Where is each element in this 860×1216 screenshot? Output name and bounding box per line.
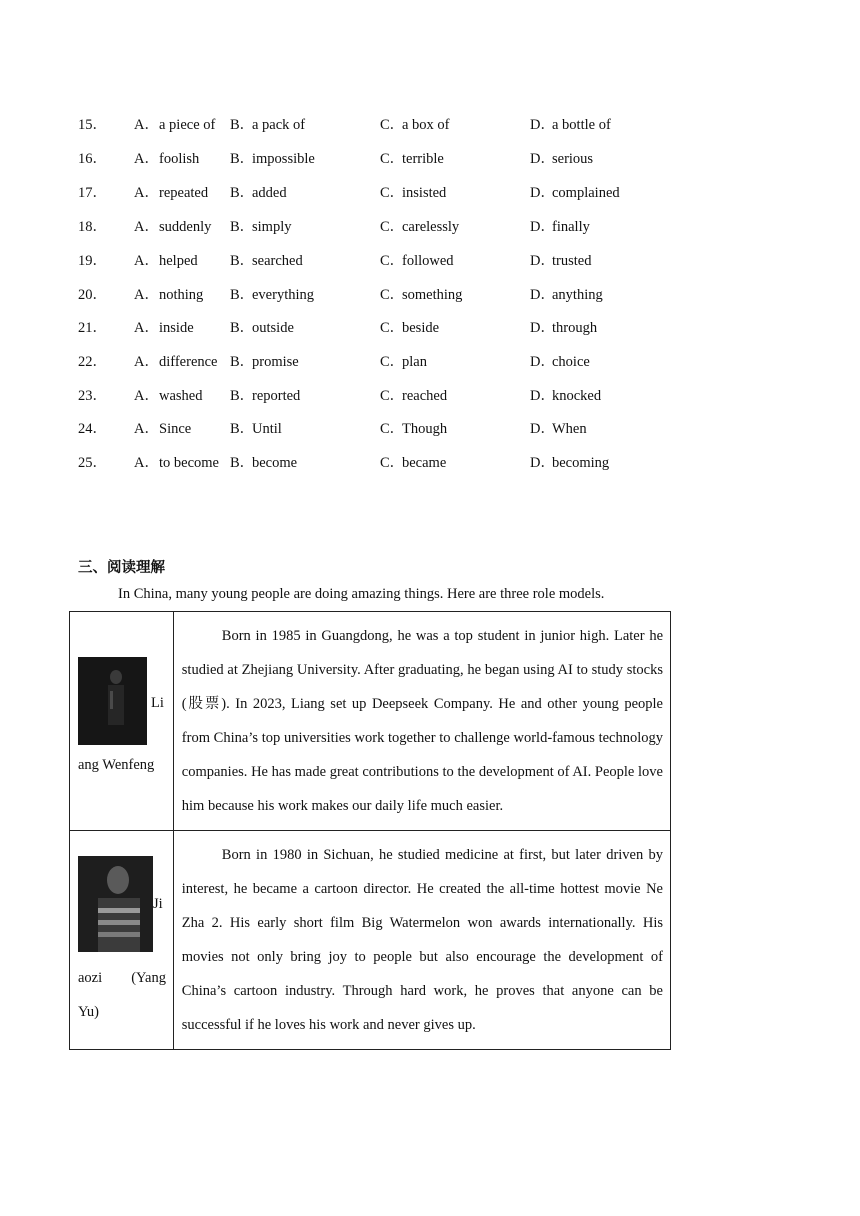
option-d: D．When: [530, 421, 587, 437]
option-a: A．difference: [134, 354, 218, 370]
option-b: B．become: [230, 455, 298, 471]
option-b: B．Until: [230, 421, 282, 437]
question-number: 21．: [78, 320, 107, 336]
description-text: Born in 1985 in Guangdong, he was a top student in junior high. Later he studied at Zhejiang University. After graduating, he began using AI to study stocks (股票). In 2023, Liang set up Deepseek Company. He and other young people from China’s top universities work together to challenge world-famous technology companies. He has made great contributions to the development of AI. People love him because his work makes our daily life much easier.: [181, 628, 663, 814]
option-d: D．choice: [530, 354, 590, 370]
option-d: D．serious: [530, 151, 594, 167]
question-number: 15．: [78, 117, 107, 133]
person-name: Li: [151, 695, 164, 711]
option-a: A．Since: [134, 421, 192, 437]
option-a: A．to become: [134, 455, 219, 471]
question-number: 25．: [78, 455, 107, 471]
option-c: C．Though: [380, 421, 448, 437]
option-c: C．beside: [380, 320, 440, 336]
name-cell: [70, 612, 174, 831]
section-heading: 三、阅读理解: [78, 560, 165, 576]
option-d: D．complained: [530, 185, 620, 201]
option-b: B．promise: [230, 354, 299, 370]
option-b: B．everything: [230, 287, 315, 303]
option-b: B．outside: [230, 320, 294, 336]
option-a: A．inside: [134, 320, 194, 336]
person-name: Yu): [78, 1004, 99, 1020]
question-number: 18．: [78, 219, 107, 235]
option-a: A．washed: [134, 388, 203, 404]
option-a: A．suddenly: [134, 219, 212, 235]
option-a: A．nothing: [134, 287, 204, 303]
option-d: D．through: [530, 320, 598, 336]
option-b: B．a pack of: [230, 117, 306, 133]
option-c: C．a box of: [380, 117, 450, 133]
option-c: C．carelessly: [380, 219, 460, 235]
option-d: D．a bottle of: [530, 117, 611, 133]
option-c: C．became: [380, 455, 447, 471]
question-number: 16．: [78, 151, 107, 167]
person-name: aozi (Yang: [78, 970, 166, 986]
role-models-table: [69, 611, 671, 1050]
portrait-photo: [78, 856, 153, 952]
option-c: C．something: [380, 287, 463, 303]
question-number: 20．: [78, 287, 107, 303]
option-c: C．reached: [380, 388, 448, 404]
option-a: A．a piece of: [134, 117, 216, 133]
question-number: 17．: [78, 185, 107, 201]
option-d: D．finally: [530, 219, 590, 235]
table-row: [70, 831, 671, 1050]
table-row: [70, 612, 671, 831]
portrait-photo: [78, 657, 147, 745]
option-a: A．repeated: [134, 185, 209, 201]
option-a: A．helped: [134, 253, 198, 269]
option-b: B．reported: [230, 388, 301, 404]
option-d: D．becoming: [530, 455, 610, 471]
option-b: B．searched: [230, 253, 303, 269]
person-name: ang Wenfeng: [78, 757, 155, 773]
option-c: C．plan: [380, 354, 427, 370]
person-name: Ji: [153, 896, 163, 912]
option-c: C．followed: [380, 253, 454, 269]
option-d: D．anything: [530, 287, 603, 303]
option-c: C．terrible: [380, 151, 444, 167]
option-d: D．trusted: [530, 253, 592, 269]
question-number: 19．: [78, 253, 107, 269]
option-b: B．impossible: [230, 151, 315, 167]
option-b: B．simply: [230, 219, 292, 235]
option-b: B．added: [230, 185, 287, 201]
section-intro: In China, many young people are doing amazing things. Here are three role models.: [118, 586, 605, 602]
question-number: 24．: [78, 421, 107, 437]
option-a: A．foolish: [134, 151, 200, 167]
description-cell: [173, 612, 670, 831]
description-text: Born in 1980 in Sichuan, he studied medicine at first, but later driven by interest, he became a cartoon director. He created the all-time hottest movie Ne Zha 2. His early short film Big Watermelon won awards internationally. His movies not only bring joy to people but also encourage the development of China’s cartoon industry. Through hard work, he proves that anyone can be successful if he loves his work and never gives up.: [181, 847, 663, 1033]
description-cell: [173, 831, 670, 1050]
name-cell: [70, 831, 174, 1050]
question-number: 22．: [78, 354, 107, 370]
option-d: D．knocked: [530, 388, 602, 404]
question-number: 23．: [78, 388, 107, 404]
option-c: C．insisted: [380, 185, 447, 201]
